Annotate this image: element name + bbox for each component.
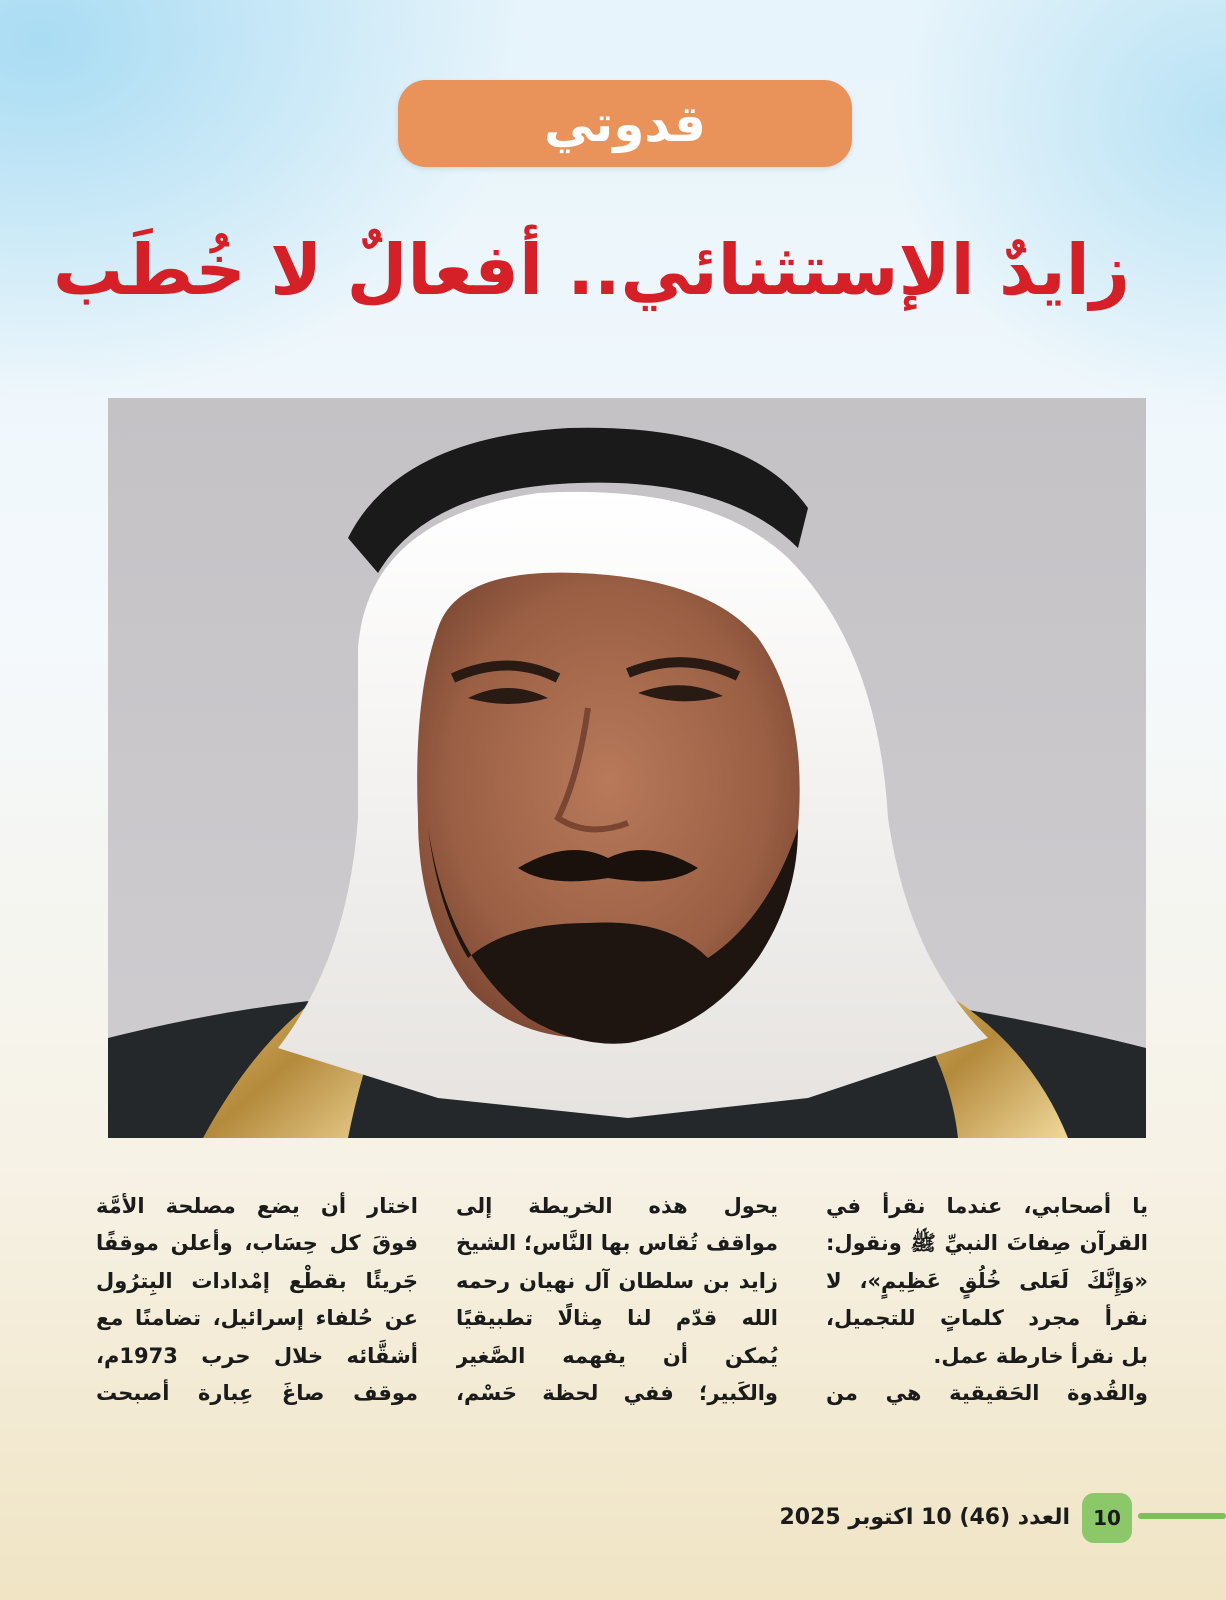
text-line: بل نقرأ خارطة عمل. — [933, 1343, 1148, 1368]
section-label: قدوتي — [398, 80, 852, 167]
issue-info: العدد (46) 10 اكتوبر 2025 — [779, 1505, 1070, 1530]
text-line: أشقَّائه خلال حرب 1973م، — [96, 1343, 418, 1368]
text-line: «وَإِنَّكَ لَعَلى خُلُقٍ عَظِيمٍ»، لا — [826, 1268, 1148, 1293]
text-line: يا أصحابي، عندما نقرأ في — [826, 1194, 1148, 1218]
text-line: نقرأ مجرد كلماتٍ للتجميل، — [826, 1306, 1148, 1331]
portrait-illustration — [108, 398, 1146, 1138]
page-number-badge: 10 — [1082, 1493, 1132, 1543]
text-line: القرآن صِفاتَ النبيِّ ﷺ ونقول: — [826, 1231, 1148, 1256]
article-headline: زايدٌ الإستثنائي.. أفعالٌ لا خُطَب — [53, 229, 1130, 311]
text-line: عن حُلفاء إسرائيل، تضامنًا مع — [96, 1306, 418, 1331]
text-line: الله قدّم لنا مِثالًا تطبيقيًا — [456, 1306, 778, 1331]
text-line: والكَبير؛ ففي لحظة حَسْم، — [456, 1381, 778, 1406]
text-line: والقُدوة الحَقيقية هي من — [826, 1381, 1148, 1406]
text-line: جَريئًا بقطْع إمْدادات البِترُول — [96, 1268, 418, 1293]
text-line: اختار أن يضع مصلحة الأمَّة — [96, 1194, 418, 1218]
text-line: مواقف تُقاس بها النَّاس؛ الشيخ — [456, 1231, 778, 1256]
footer-accent-bar — [1138, 1513, 1226, 1519]
article-column-3 — [96, 1188, 418, 1412]
text-line: فوقَ كل حِسَاب، وأعلن موقفًا — [96, 1231, 418, 1256]
portrait-photo — [108, 398, 1146, 1138]
text-line: يحول هذه الخريطة إلى — [456, 1194, 778, 1218]
text-line: زايد بن سلطان آل نهيان رحمه — [456, 1268, 778, 1293]
article-column-1 — [826, 1188, 1148, 1412]
article-column-2 — [456, 1188, 778, 1412]
text-line: يُمكن أن يفهمه الصَّغير — [456, 1343, 778, 1368]
text-line: موقف صاغَ عِبارة أصبحت — [96, 1381, 418, 1406]
